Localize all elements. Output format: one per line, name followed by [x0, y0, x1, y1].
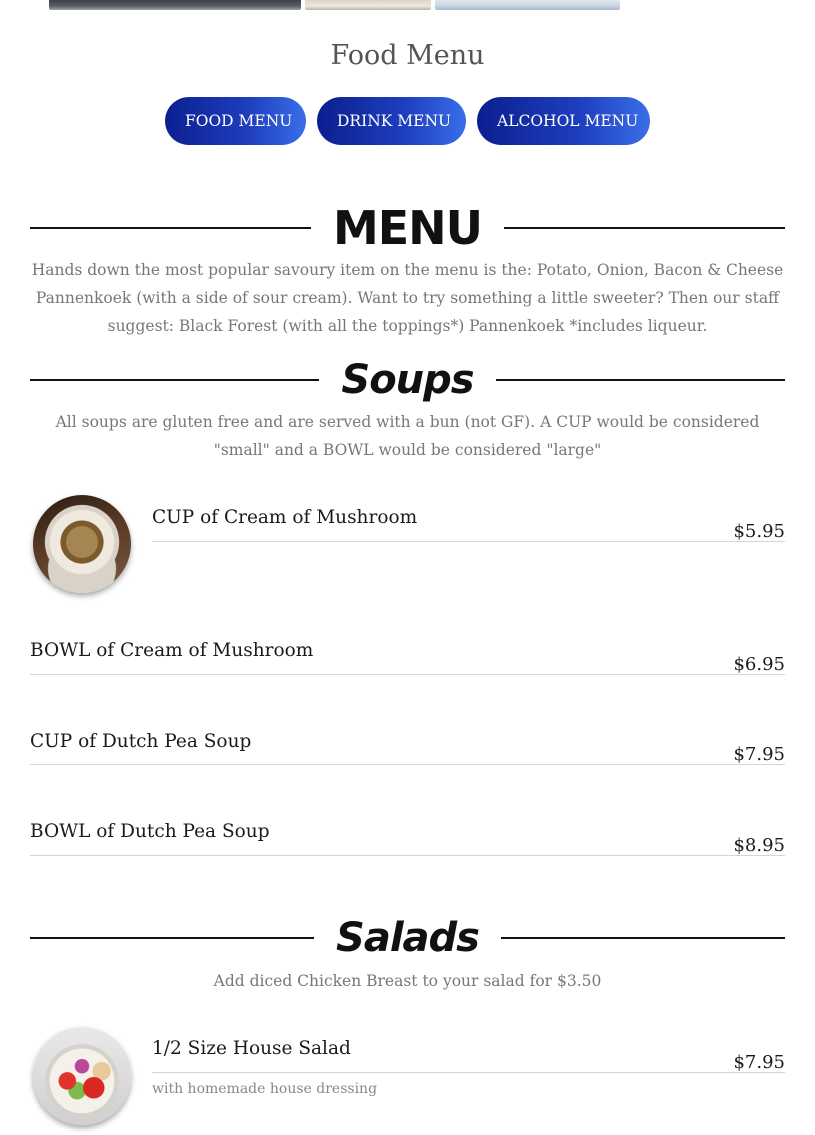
item-divider: [30, 855, 785, 856]
house-salad-photo[interactable]: [33, 1027, 131, 1125]
item-divider: [152, 1072, 785, 1073]
alcohol-menu-button[interactable]: ALCOHOL MENU: [477, 97, 650, 145]
divider-line: [501, 937, 785, 939]
salads-heading: Salads: [336, 915, 479, 961]
cream-of-mushroom-photo[interactable]: [33, 495, 131, 593]
menu-section-header: [30, 196, 785, 260]
menu-item-price: $6.95: [733, 654, 785, 675]
divider-line: [496, 379, 785, 381]
item-divider: [30, 674, 785, 675]
salads-note: Add diced Chicken Breast to your salad for $3.50: [213, 972, 602, 990]
menu-item-price: $8.95: [733, 835, 785, 856]
divider-line: [30, 227, 311, 229]
menu-tabs: [0, 97, 815, 145]
soups-heading: Soups: [341, 357, 474, 403]
menu-item: [30, 821, 785, 861]
menu-item: [30, 640, 785, 680]
menu-intro-text: Hands down the most popular savoury item on the menu is the: Potato, Onion, Bacon & Cheese Pannenkoek (with a side of sour cream). Want to try something a little sweeter? Then our staff suggest: Black Forest (with all the toppings*) Pannenkoek *includes liqueur.: [31, 261, 784, 335]
gallery-thumbnail[interactable]: [49, 0, 301, 10]
drink-menu-button[interactable]: DRINK MENU: [317, 97, 466, 145]
menu-item-price: $7.95: [733, 1052, 785, 1073]
page-title: Food Menu: [330, 40, 485, 71]
divider-line: [30, 379, 319, 381]
menu-item: [30, 731, 785, 771]
menu-item-price: $7.95: [733, 744, 785, 765]
menu-item-name: BOWL of Cream of Mushroom: [30, 640, 314, 661]
top-image-strip: [49, 0, 620, 10]
item-divider: [30, 764, 785, 765]
menu-heading: MENU: [332, 201, 483, 255]
menu-item-name: BOWL of Dutch Pea Soup: [30, 821, 270, 842]
divider-line: [504, 227, 785, 229]
food-menu-button[interactable]: FOOD MENU: [165, 97, 306, 145]
menu-item-description: with homemade house dressing: [152, 1081, 378, 1097]
soups-section-header: [30, 352, 785, 408]
soups-note: All soups are gluten free and are served with a bun (not GF). A CUP would be considered "small" and a BOWL would be considered "large": [55, 413, 760, 459]
salads-section-header: [30, 906, 785, 970]
menu-item-name: 1/2 Size House Salad: [152, 1038, 351, 1059]
menu-item-name: CUP of Dutch Pea Soup: [30, 731, 252, 752]
gallery-thumbnail[interactable]: [305, 0, 431, 10]
menu-item: [152, 507, 785, 547]
divider-line: [30, 937, 314, 939]
menu-item: [152, 1038, 785, 1108]
item-divider: [152, 541, 785, 542]
gallery-thumbnail[interactable]: [435, 0, 620, 10]
menu-item-name: CUP of Cream of Mushroom: [152, 507, 418, 528]
menu-item-price: $5.95: [733, 521, 785, 542]
